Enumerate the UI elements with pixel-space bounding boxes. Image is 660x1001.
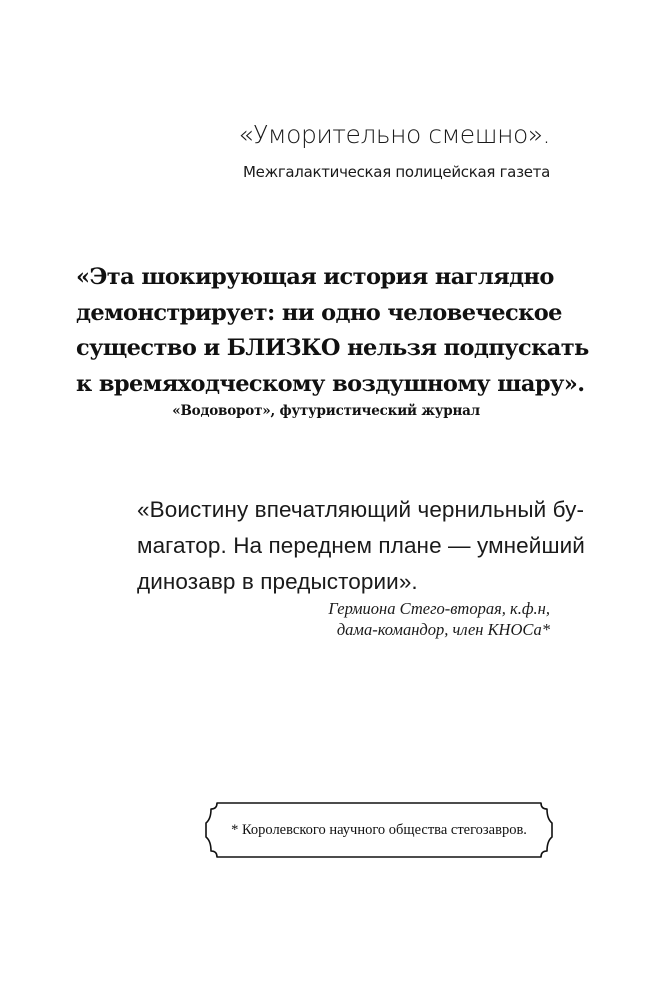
quote-2-line: «Эта шокирующая история наглядно: [76, 264, 554, 290]
quote-3-source: [250, 598, 550, 640]
quote-2-source-line: «Водоворот», футуристический журнал: [172, 403, 480, 419]
quote-3-line: динозавр в предыстории».: [137, 569, 418, 594]
footnote-text: * Королевского научного общества стегозавров.: [231, 821, 527, 838]
quote-1-source: [150, 163, 550, 181]
quote-2-line: существо и БЛИЗКО нельзя подпускать: [76, 335, 589, 361]
quote-1-line: «Уморительно смешно».: [238, 120, 550, 149]
footnote-frame: [203, 802, 555, 858]
quote-1-text: [150, 120, 550, 149]
quote-3-source-line: Гермиона Стего-вторая, к.ф.н,: [328, 599, 550, 618]
quote-3-line: «Воистину впечатляющий чернильный бу-: [137, 497, 585, 522]
quote-3-text: [137, 492, 585, 600]
quote-1-source-line: Межгалактическая полицейская газета: [243, 163, 550, 181]
quote-2-source: [150, 403, 480, 419]
quote-3-source-line: дама-командор, член КНОСа*: [336, 620, 550, 639]
quote-2-line: демонстрирует: ни одно человеческое: [76, 299, 562, 326]
quote-2-text: [76, 260, 589, 402]
quote-3-line: магатор. На переднем плане — умнейший: [137, 533, 585, 558]
quote-2-line: к времяходческому воздушному шару».: [76, 370, 585, 397]
